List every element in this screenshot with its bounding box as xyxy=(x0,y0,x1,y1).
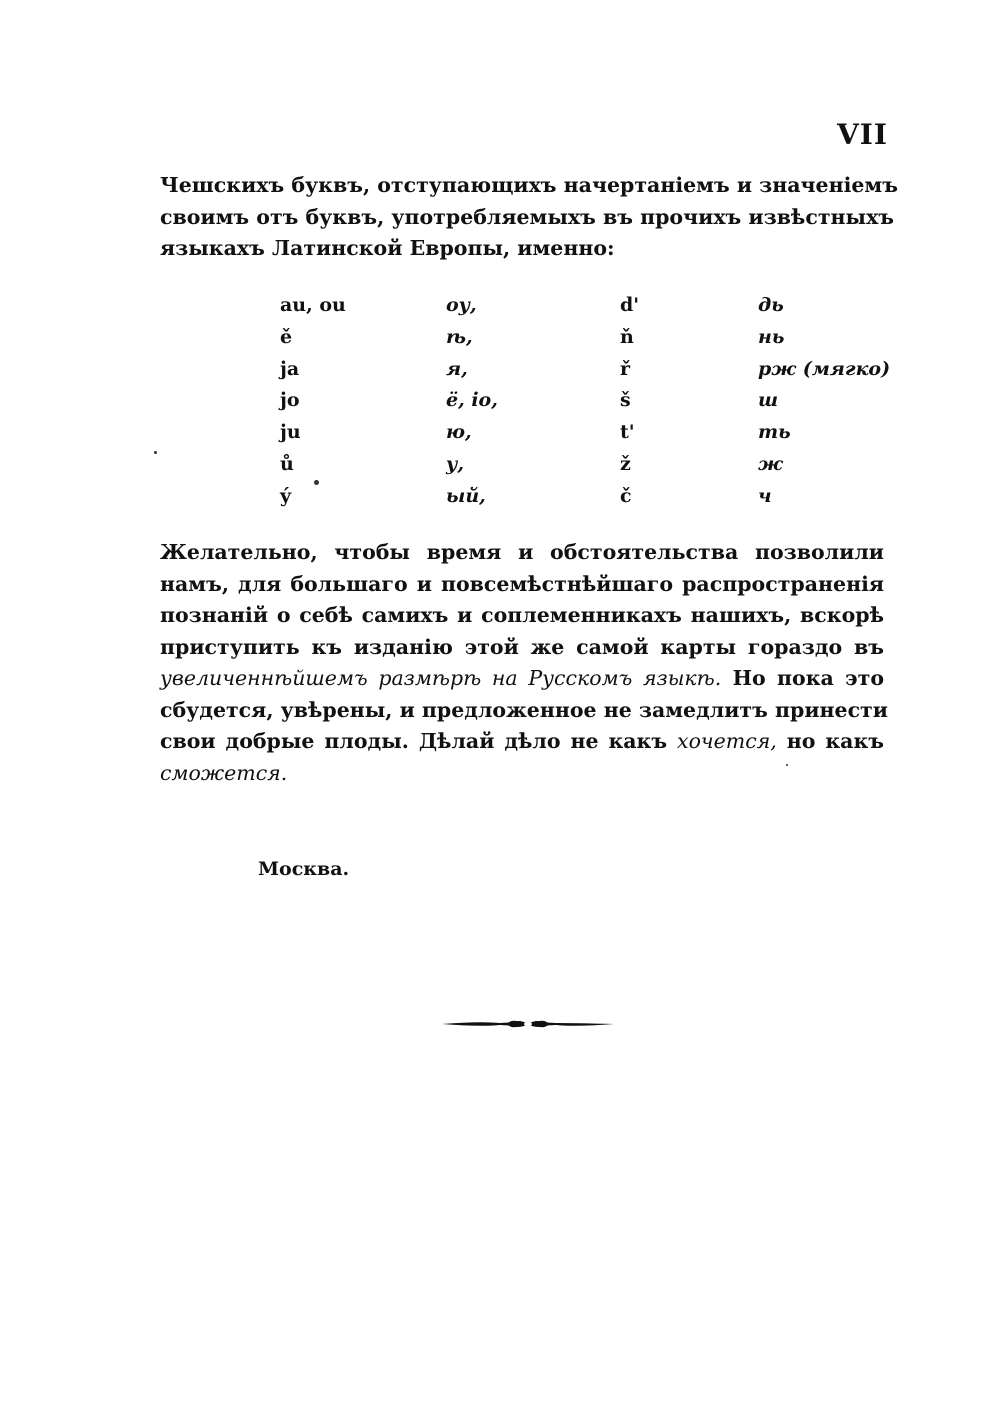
russian-equivalent: ть xyxy=(758,421,791,444)
ink-speck xyxy=(314,480,319,485)
czech-letter: ž xyxy=(620,452,631,475)
closing-line xyxy=(160,758,884,790)
table-row xyxy=(280,294,900,326)
closing-line: приступить къ изданію этой же самой карты гораздо въ xyxy=(160,634,884,659)
closing-text: свои добрые плоды. Дѣлай дѣло не какъ xyxy=(160,729,668,753)
intro-line: языкахъ Латинской Европы, именно: xyxy=(160,236,615,260)
russian-equivalent: у, xyxy=(446,452,464,475)
table-row xyxy=(280,421,900,453)
czech-letter: ý xyxy=(280,484,292,507)
closing-line xyxy=(160,726,884,758)
table-row xyxy=(280,485,900,517)
russian-equivalent: ч xyxy=(758,484,772,507)
closing-line: познаній о себѣ самихъ и соплеменникахъ нашихъ, вскорѣ xyxy=(160,603,884,627)
czech-letter: au, ou xyxy=(280,294,346,316)
ink-speck xyxy=(154,451,157,454)
closing-line: Желательно, чтобы время и обстоятельства позволили xyxy=(160,540,884,564)
closing-line: сбудется, увѣрены, и предложенное не замедлитъ принести xyxy=(160,697,888,722)
closing-line xyxy=(160,663,884,695)
place-signature: Москва. xyxy=(258,858,350,880)
italic-phrase: увеличеннѣйшемъ размѣрѣ на Русскомъ языкѣ. xyxy=(160,666,722,690)
table-row xyxy=(280,326,900,358)
russian-equivalent: рж (мягко) xyxy=(758,357,891,380)
russian-equivalent: ый, xyxy=(446,484,486,507)
intro-paragraph xyxy=(160,170,898,265)
czech-letter: ň xyxy=(620,325,634,348)
czech-letter: ju xyxy=(280,421,301,444)
table-row xyxy=(280,389,900,421)
czech-letter: č xyxy=(620,484,632,507)
russian-equivalent: я, xyxy=(446,357,468,380)
table-row xyxy=(280,358,900,390)
intro-line: Чешскихъ буквъ, отступающихъ начертаніемъ и значеніемъ xyxy=(160,173,898,197)
russian-equivalent: ж xyxy=(758,452,783,475)
page-number: VII xyxy=(837,118,888,151)
czech-letter: ů xyxy=(280,452,294,475)
russian-equivalent: дь xyxy=(758,294,784,316)
russian-equivalent: ю, xyxy=(446,421,472,444)
czech-letter: ě xyxy=(280,325,293,348)
russian-equivalent: ё, іо, xyxy=(446,389,498,412)
czech-letter: t' xyxy=(620,421,635,444)
russian-equivalent: ш xyxy=(758,389,779,412)
closing-paragraph xyxy=(160,537,888,789)
czech-letter: š xyxy=(620,389,631,412)
russian-equivalent: оу, xyxy=(446,294,477,316)
czech-letter: ja xyxy=(280,357,300,380)
russian-equivalent: ѣ, xyxy=(446,325,473,348)
russian-equivalent: нь xyxy=(758,325,785,348)
czech-letter: ř xyxy=(620,357,631,380)
czech-letter: jo xyxy=(280,389,300,412)
ink-speck xyxy=(786,764,788,766)
czech-letter: d' xyxy=(620,294,640,316)
closing-text: Но пока это xyxy=(732,666,884,690)
italic-phrase: хочется, xyxy=(677,729,777,753)
italic-phrase: сможется. xyxy=(160,760,288,785)
ornament-divider xyxy=(440,1013,616,1035)
closing-line: намъ, для большаго и повсемѣстнѣйшаго распространенія xyxy=(160,571,884,596)
intro-line: своимъ отъ буквъ, употребляемыхъ въ прочихъ извѣстныхъ xyxy=(160,204,895,229)
letter-correspondence-table xyxy=(280,294,900,517)
closing-text: но какъ xyxy=(786,729,884,753)
table-row xyxy=(280,453,900,485)
